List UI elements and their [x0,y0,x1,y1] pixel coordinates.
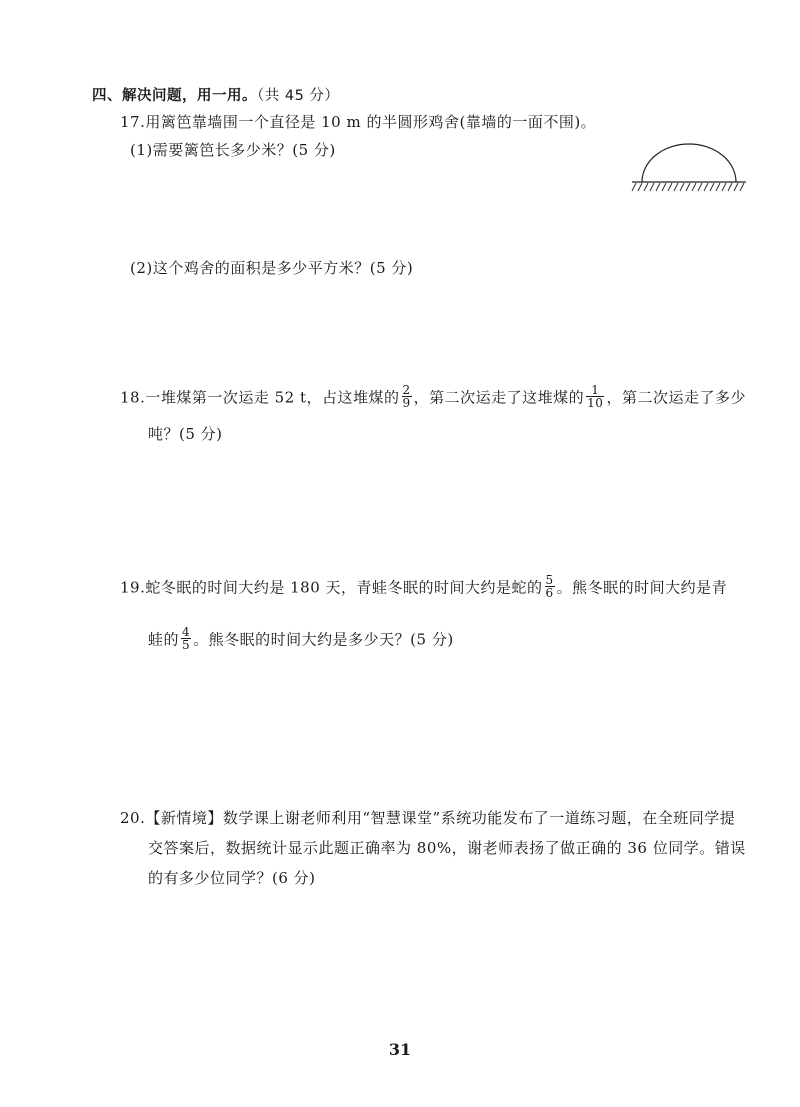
q19-fraction-5-6 [545,574,555,599]
q18-text-a: 18.一堆煤第一次运走 52 t，占这堆煤的 [120,388,400,407]
q18-line1 [120,383,746,411]
page-number: 31 [388,1040,412,1059]
q17-part1: (1)需要篱笆长多少米？(5 分) [130,141,336,159]
wall-hatching [632,183,744,191]
q19-f1-numerator: 5 [545,573,554,587]
semicircle-arc [642,144,736,182]
q18-fraction-2-9 [402,384,412,409]
q19-text-d: 。熊冬眠的时间大约是多少天？(5 分) [193,630,454,649]
q18-f2-denominator: 10 [587,396,604,410]
semicircle-henhouse-figure [628,136,748,196]
q17-part2: (2)这个鸡舍的面积是多少平方米？(5 分) [130,259,414,277]
q19-text-c: 蛙的 [148,630,180,649]
q18-f1-numerator: 2 [402,383,411,397]
section-title: 四、解决问题，用一用。 [92,88,257,104]
q19-text-a: 19.蛇冬眠的时间大约是 180 天，青蛙冬眠的时间大约是蛇的 [120,578,543,597]
q19-line1 [120,573,728,601]
q19-f2-numerator: 4 [182,625,191,639]
q18-fraction-1-10 [586,384,604,409]
q17-stem: 17.用篱笆靠墙围一个直径是 10 m 的半圆形鸡舍(靠墙的一面不围)。 [120,113,597,131]
q20-line2: 交答案后，数据统计显示此题正确率为 80%，谢老师表扬了做正确的 36 位同学。错误 [148,839,746,857]
section-heading [92,86,339,106]
q18-text-c: ，第二次运走了多少 [606,388,746,407]
q19-fraction-4-5 [181,626,191,651]
q19-text-b: 。熊冬眠的时间大约是青 [556,578,728,597]
q19-f1-denominator: 6 [545,586,554,600]
q18-f1-denominator: 9 [402,396,411,410]
q20-line1: 20.【新情境】数学课上谢老师利用“智慧课堂”系统功能发布了一道练习题，在全班同学提 [120,809,736,827]
section-score: （共 45 分） [257,88,340,104]
q19-line2 [148,625,454,653]
q18-f2-numerator: 1 [591,383,600,397]
q19-f2-denominator: 5 [182,638,191,652]
q20-line3: 的有多少位同学？(6 分) [148,869,316,887]
q18-line2: 吨？(5 分) [148,425,223,443]
q18-text-b: ，第二次运走了这堆煤的 [413,388,585,407]
